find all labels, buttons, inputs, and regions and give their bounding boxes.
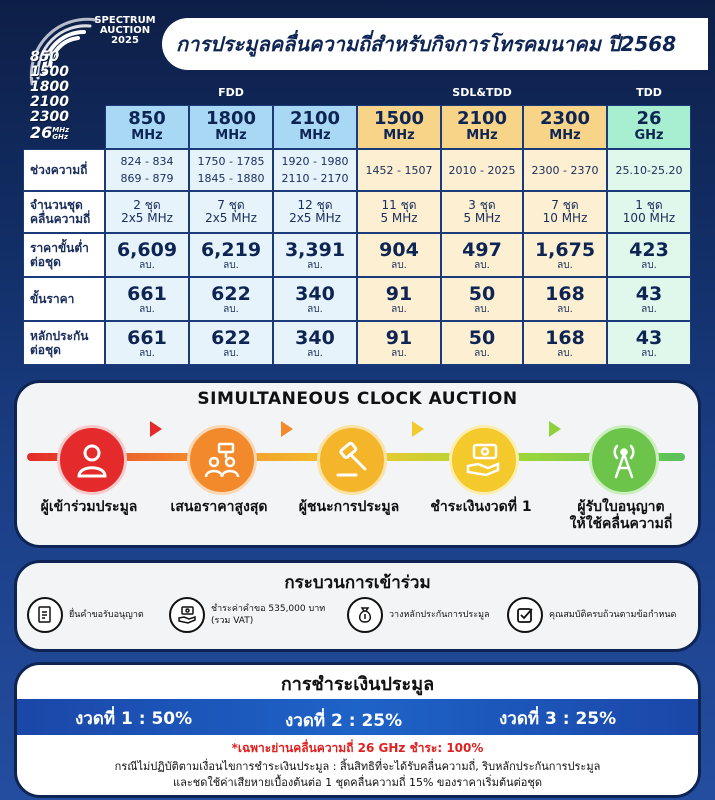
band-header: 2300 MHz [523, 105, 607, 149]
logo-frequencies: 850 1500 1800 2100 2300 26MHz GHz [30, 49, 70, 142]
participation-item [27, 597, 144, 633]
auction-title: SIMULTANEOUS CLOCK AUCTION [197, 389, 518, 409]
hand-money-icon [177, 605, 197, 625]
participation-title: กระบวนการเข้าร่วม [284, 573, 431, 593]
increment-cell: 340 ลบ. [273, 277, 357, 321]
reserve-cell: 423 ลบ. [607, 233, 691, 277]
payment-title: การชำระเงินประมูล [280, 674, 435, 695]
step-license [589, 425, 659, 495]
increment-cell: 622 ลบ. [189, 277, 273, 321]
reserve-cell: 6,219 ลบ. [189, 233, 273, 277]
money-bag-icon [355, 605, 375, 625]
table-row-lots [23, 191, 691, 233]
payment-panel [14, 662, 701, 798]
installment-bar [17, 699, 698, 735]
bond-cell: 340 ลบ. [273, 321, 357, 365]
step-highest-bid [187, 425, 257, 495]
participation-text: วางหลักประกันการประมูล [389, 610, 490, 620]
tower-icon [604, 440, 644, 480]
lots-cell: 11 ชุด 5 MHz [357, 191, 441, 233]
table-corner [23, 105, 105, 149]
group-label-sdl-tdd: SDL&TDD [452, 86, 512, 99]
document-icon [35, 605, 55, 625]
spectrum-table [23, 105, 691, 365]
range-cell: 1920 - 1980 2110 - 2170 [273, 149, 357, 191]
reserve-cell: 6,609 ลบ. [105, 233, 189, 277]
reserve-cell: 3,391 ลบ. [273, 233, 357, 277]
participation-item [169, 597, 325, 633]
row-label-reserve: ราคาขั้นต่ำ ต่อชุด [23, 233, 105, 277]
participation-item [347, 597, 490, 633]
payment-icon [464, 440, 504, 480]
gavel-icon [332, 440, 372, 480]
group-label-fdd: FDD [218, 86, 244, 99]
table-row-range [23, 149, 691, 191]
installment-3: งวดที่ 3 : 25% [499, 709, 617, 729]
installment-2: งวดที่ 2 : 25% [285, 711, 403, 731]
lots-cell: 7 ชุด 2x5 MHz [189, 191, 273, 233]
reserve-cell: 1,675 ลบ. [523, 233, 607, 277]
bond-cell: 622 ลบ. [189, 321, 273, 365]
lots-cell: 2 ชุด 2x5 MHz [105, 191, 189, 233]
range-cell: 1452 - 1507 [357, 149, 441, 191]
band-header: 2100 MHz [273, 105, 357, 149]
step-label-winner: ผู้ชนะการประมูล [298, 499, 400, 515]
participation-item [507, 597, 676, 633]
band-header-row [23, 105, 691, 149]
lots-cell: 12 ชุด 2x5 MHz [273, 191, 357, 233]
page-title-bar [162, 18, 708, 70]
table-row-increment [23, 277, 691, 321]
bond-cell: 43 ลบ. [607, 321, 691, 365]
payment-penalty-line1: กรณีไม่ปฏิบัติตามเงื่อนไขการชำระเงินประมูล : สิ้นสิทธิที่จะได้รับคลื่นความถี่, ริบหลักประกันการประมูล [114, 760, 601, 773]
table-row-reserve [23, 233, 691, 277]
person-icon [72, 440, 112, 480]
reserve-cell: 497 ลบ. [441, 233, 523, 277]
band-header: 26 GHz [607, 105, 691, 149]
row-label-increment: ขั้นราคา [23, 277, 105, 321]
auction-process-panel [14, 380, 701, 548]
range-cell: 25.10-25.20 [607, 149, 691, 191]
payment-penalty-line2: และชดใช้ค่าเสียหายเบื้องต้นต่อ 1 ชุดคลื่นความถี่ 15% ของราคาเริ่มต้นต่อชุด [173, 776, 542, 789]
range-cell: 824 - 834 869 - 879 [105, 149, 189, 191]
participation-text: ชำระค่าคำขอ 535,000 บาท (รวม VAT) [211, 604, 326, 626]
increment-cell: 91 ลบ. [357, 277, 441, 321]
lots-cell: 1 ชุด 100 MHz [607, 191, 691, 233]
step-label-highest-bid: เสนอราคาสูงสุด [170, 499, 268, 515]
step-label-payment: ชำระเงินงวดที่ 1 [430, 499, 532, 515]
increment-cell: 661 ลบ. [105, 277, 189, 321]
step-participant [57, 425, 127, 495]
bond-cell: 50 ลบ. [441, 321, 523, 365]
step-payment [449, 425, 519, 495]
bond-cell: 91 ลบ. [357, 321, 441, 365]
reserve-cell: 904 ลบ. [357, 233, 441, 277]
table-row-bond [23, 321, 691, 365]
range-cell: 2300 - 2370 [523, 149, 607, 191]
bond-cell: 168 ลบ. [523, 321, 607, 365]
group-label-tdd: TDD [636, 86, 662, 99]
flow-arrow-icon [549, 421, 561, 437]
participation-panel [14, 560, 701, 652]
step-label-participant: ผู้เข้าร่วมประมูล [40, 499, 138, 515]
flow-arrow-icon [412, 421, 424, 437]
page-title: การประมูลคลื่นความถี่สำหรับกิจการโทรคมนาคม ปี2568 [176, 32, 677, 56]
participation-text: คุณสมบัติครบถ้วนตามข้อกำหนด [549, 610, 677, 620]
lots-cell: 7 ชุด 10 MHz [523, 191, 607, 233]
payment-note-26ghz: *เฉพาะย่านคลื่นความถี่ 26 GHz ชำระ: 100% [231, 741, 484, 755]
row-label-bond: หลักประกัน ต่อชุด [23, 321, 105, 365]
logo-title: SPECTRUM AUCTION 2025 [94, 15, 156, 46]
increment-cell: 43 ลบ. [607, 277, 691, 321]
installment-1: งวดที่ 1 : 50% [75, 709, 193, 729]
bond-cell: 661 ลบ. [105, 321, 189, 365]
band-header: 850 MHz [105, 105, 189, 149]
row-label-range: ช่วงความถี่ [23, 149, 105, 191]
range-cell: 2010 - 2025 [441, 149, 523, 191]
increment-cell: 168 ลบ. [523, 277, 607, 321]
step-label-license: ผู้รับใบอนุญาต ให้ใช้คลื่นความถี่ [569, 499, 673, 532]
participation-text: ยื่นคำขอรับอนุญาต [69, 610, 144, 620]
flow-arrow-icon [150, 421, 162, 437]
flow-arrow-icon [281, 421, 293, 437]
lots-cell: 3 ชุด 5 MHz [441, 191, 523, 233]
row-label-lots: จำนวนชุด คลื่นความถี่ [23, 191, 105, 233]
band-header: 1800 MHz [189, 105, 273, 149]
band-header: 1500 MHz [357, 105, 441, 149]
increment-cell: 50 ลบ. [441, 277, 523, 321]
bidders-icon [202, 440, 242, 480]
step-winner [317, 425, 387, 495]
checkbox-icon [515, 605, 535, 625]
range-cell: 1750 - 1785 1845 - 1880 [189, 149, 273, 191]
band-header: 2100 MHz [441, 105, 523, 149]
